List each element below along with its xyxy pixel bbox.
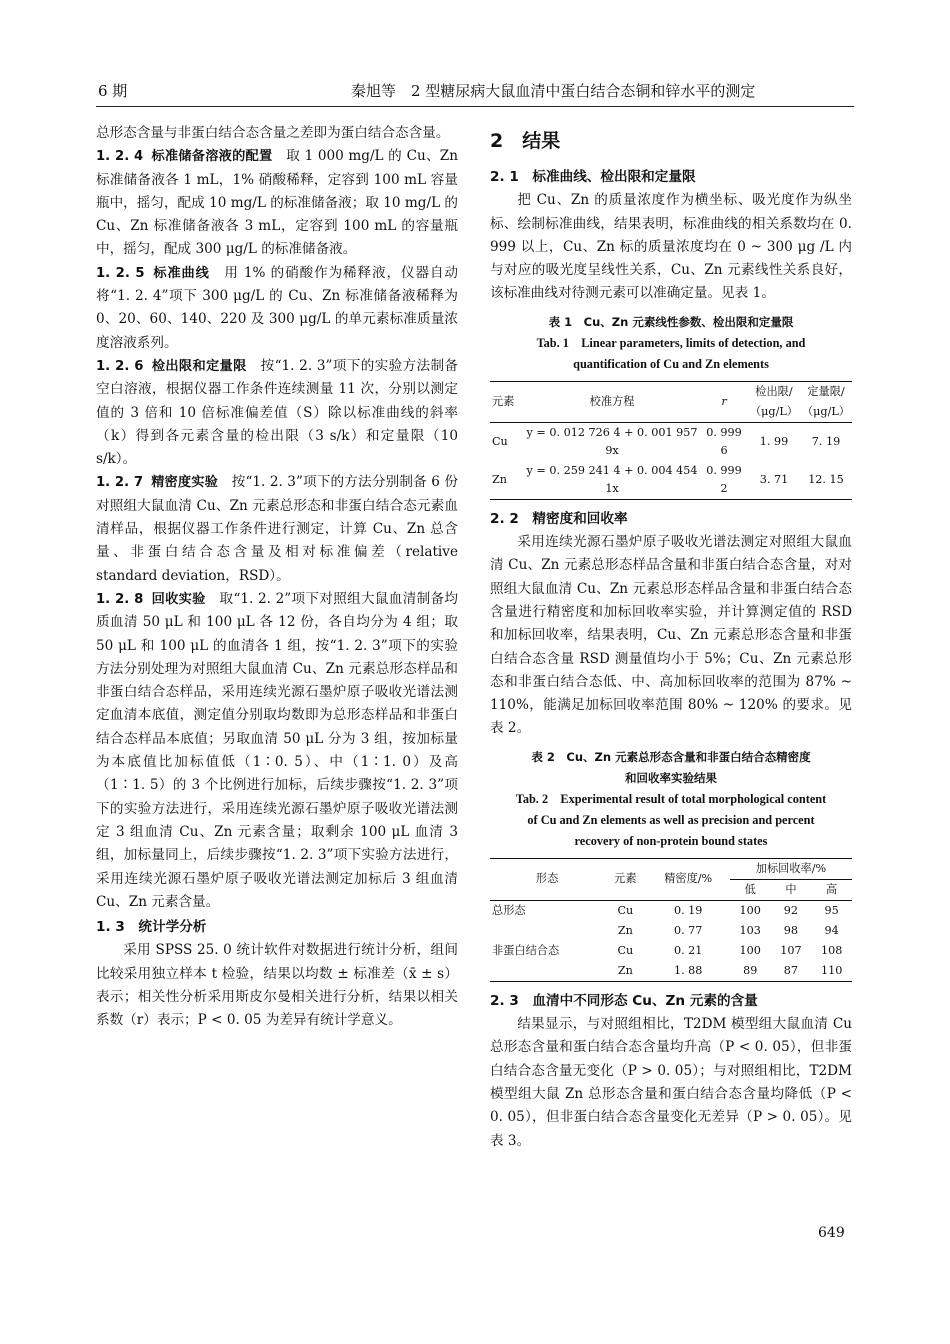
- left-column: [96, 122, 458, 1033]
- section-heading-2-1: 2. 1 标准曲线、检出限和定量限: [490, 169, 696, 185]
- table-header: 元素: [604, 858, 646, 900]
- table-2-caption-cn: 表 2 Cu、Zn 元素总形态含量和非蛋白结合态精密度: [531, 749, 811, 764]
- table-header: r: [700, 381, 748, 422]
- table-row: 总形态 Cu 0. 19 100 92 95: [492, 903, 839, 917]
- table-header: 定量限/: [807, 384, 845, 398]
- section-heading-2: 2 结果: [490, 130, 561, 152]
- section-1-2-6: 1. 2. 6 检出限和定量限 按“1. 2. 3”项下的实验方法制备空白溶液，根据仪器工作条件连续测量 11 次，分别以测定值的 3 倍和 10 倍标准偏差值（S）除以标准曲线的斜率（k）得到各元素含量的检出限（3 s/k）和定量限（10 s/k）。: [96, 357, 459, 468]
- table-2-caption-en: of Cu and Zn elements as well as precision and percent: [527, 812, 815, 827]
- table-row: Cu y = 0. 012 726 4 + 0. 001 957 9x 0. 999 6 1. 99 7. 19: [492, 425, 841, 457]
- table-2-caption-cn: 和回收率实验结果: [625, 770, 717, 785]
- section-1-2-7: 1. 2. 7 精密度实验 按“1. 2. 3”项下的方法分别制备 6 份对照组大鼠血清 Cu、Zn 元素总形态和非蛋白结合态元素血清样品，根据仪器工作条件进行测定，计算 Cu、Zn 总含量、非蛋白结合态含量及相对标准偏差（relative standard deviation，RSD）。: [96, 474, 459, 584]
- table-header: 低: [730, 879, 771, 900]
- running-title: 秦旭等 2 型糖尿病大鼠血清中蛋白结合态铜和锌水平的测定: [351, 82, 756, 100]
- section-heading-1-3: 1. 3 统计学分析: [96, 919, 207, 936]
- table-header: 元素: [490, 381, 524, 422]
- table-header: 加标回收率/%: [730, 858, 852, 879]
- table-header: 精密度/%: [647, 858, 730, 900]
- table-header: 高: [811, 879, 852, 900]
- table-header: 校准方程: [524, 381, 700, 422]
- page-number: 649: [818, 1225, 845, 1241]
- right-column: [490, 122, 852, 1153]
- table-row: 非蛋白结合态 Cu 0. 21 100 107 108: [492, 943, 843, 957]
- paragraph: 总形态含量与非蛋白结合态含量之差即为蛋白结合态含量。: [96, 125, 450, 141]
- issue-label: 6 期: [98, 82, 128, 100]
- table-row: Zn 1. 88 89 87 110: [617, 963, 843, 977]
- table-1-caption-cn: 表 1 Cu、Zn 元素线性参数、检出限和定量限: [548, 314, 794, 329]
- table-header: 中: [771, 879, 812, 900]
- section-1-2-4: 1. 2. 4 标准储备溶液的配置 取 1 000 mg/L 的 Cu、Zn 标准储备液各 1 mL，1% 硝酸稀释，定容到 100 mL 容量瓶中，摇匀，配成 10 mg/L 的标准储备液；取 10 mg/L 的 Cu、Zn 标准储备液各 3 mL，定容到 100 mL 的容量瓶中，摇匀，配成 300 μg/L 的标准储备液。: [96, 148, 459, 258]
- table-header: 形态: [490, 858, 604, 900]
- table-2-caption-en: Tab. 2 Experimental result of total morphological content: [515, 791, 827, 806]
- table-header: 检出限/: [755, 384, 793, 398]
- table-row: Zn y = 0. 259 241 4 + 0. 004 454 1x 0. 999 2 3. 71 12. 15: [492, 463, 844, 495]
- paragraph: 采用连续光源石墨炉原子吸收光谱法测定对照组大鼠血清 Cu、Zn 元素总形态样品含量和非蛋白结合态含量，对对照组大鼠血清 Cu、Zn 元素总形态样品含量和非蛋白结合态含量进行精密度和加标回收率实验，并计算测定值的 RSD 和加标回收率，结果表明，Cu、Zn 元素总形态含量和非蛋白结合态含量 RSD 测量值均小于 5%；Cu、Zn 元素总形态和非蛋白结合态低、中、高加标回收率的范围为 87% ~ 110%，能满足加标回收率范围 80% ~ 120% 的要求。见表 2。: [490, 534, 852, 737]
- paragraph: 结果显示，与对照组相比，T2DM 模型组大鼠血清 Cu 总形态含量和蛋白结合态含量均升高（P < 0. 05），但非蛋白结合态含量无变化（P > 0. 05）；与对照组相比，T2DM 模型组大鼠 Zn 总形态含量和蛋白结合态含量均降低（P < 0. 05），但非蛋白结合态含量变化无差异（P > 0. 05）。见表 3。: [490, 1016, 852, 1149]
- table-1: [490, 381, 852, 500]
- paragraph: 采用 SPSS 25. 0 统计软件对数据进行统计分析，组间比较采用独立样本 t 检验，结果以均数 ± 标准差（x̄ ± s）表示；相关性分析采用斯皮尔曼相关进行分析，结果以相关系数（r）表示；P < 0. 05 为差异有统计学意义。: [96, 942, 458, 1029]
- table-1-caption-en: Tab. 1 Linear parameters, limits of detection, and: [536, 335, 806, 350]
- section-1-2-8: 1. 2. 8 回收实验 取“1. 2. 2”项下对照组大鼠血清制备均质血清 50 μL 和 100 μL 各 12 份，各自均分为 4 组；取 50 μL 和 100 μL 的血清各 1 组，按“1. 2. 3”项下的实验方法分别处理为对照组大鼠血清 Cu、Zn 元素总形态样品和非蛋白结合态样品，采用连续光源石墨炉原子吸收光谱法测定血清本底值，测定值分别取均数即为总形态样品和非蛋白结合态样品本底值；另取血清 50 μL 分为 3 组，按加标量为本底值比加标值低（1∶0. 5）、中（1∶1. 0）及高（1∶1. 5）的 3 个比例进行加标，后续步骤按“1. 2. 3”项下的实验方法进行，采用连续光源石墨炉原子吸收光谱法测定 3 组血清 Cu、Zn 元素含量；取剩余 100 μL 血清 3 组，加标量同上，后续步骤按“1. 2. 3”项下实验方法进行，采用连续光源石墨炉原子吸收光谱法测定加标后 3 组血清 Cu、Zn 元素含量。: [96, 590, 459, 910]
- running-header: [96, 80, 854, 107]
- table-2: [490, 858, 852, 982]
- table-row: Zn 0. 77 103 98 94: [617, 923, 839, 937]
- section-1-2-5: 1. 2. 5 标准曲线 用 1% 的硝酸作为稀释液，仪器自动将“1. 2. 4”项下 300 μg/L 的 Cu、Zn 标准储备液稀释为 0、20、60、140、220 及 300 μg/L 的单元素标准质量浓度溶液系列。: [96, 264, 459, 351]
- section-heading-2-2: 2. 2 精密度和回收率: [490, 510, 628, 527]
- table-header: （μg/L）: [800, 402, 852, 423]
- paragraph: 把 Cu、Zn 的质量浓度作为横坐标、吸光度作为纵坐标、绘制标准曲线，结果表明，标准曲线的相关系数均在 0. 999 以上，Cu、Zn 标的质量浓度均在 0 ~ 300 μg /L 内与对应的吸光度呈线性关系，Cu、Zn 元素线性关系良好，该标准曲线对待测元素可以准确定量。见表 1。: [490, 192, 852, 302]
- table-2-caption-en: recovery of non-protein bound states: [574, 833, 768, 848]
- section-heading-2-3: 2. 3 血清中不同形态 Cu、Zn 元素的含量: [490, 992, 758, 1009]
- table-header: （μg/L）: [748, 402, 800, 423]
- table-1-caption-en: quantification of Cu and Zn elements: [573, 356, 769, 371]
